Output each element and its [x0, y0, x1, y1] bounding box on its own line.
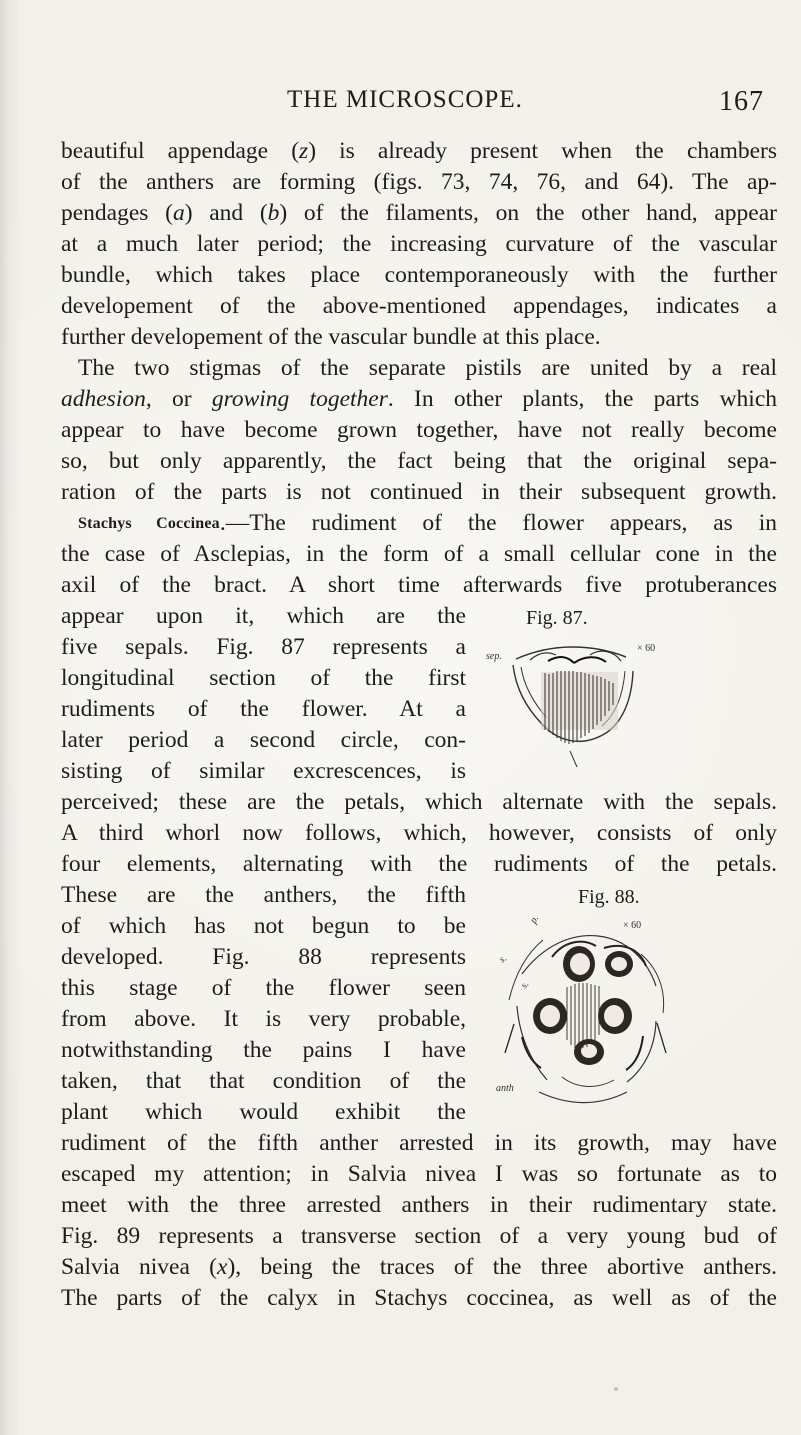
text-line-19: rudiments of the flower. At a [61, 696, 466, 722]
text-line-30: notwithstanding the pains I have [61, 1037, 466, 1063]
text-line-2: of the anthers are forming (figs. 73, 74, 76, and 64). The ap- [61, 169, 777, 195]
text-line-38: The parts of the calyx in Stachys coccinea, as well as of the [61, 1285, 777, 1311]
figure-88-label-anther: anth [496, 1083, 514, 1094]
text-line-36: Fig. 89 represents a transverse section of a very young bud of [61, 1223, 777, 1249]
figure-87-label-sepal: sep. [486, 651, 502, 662]
text-line-5: bundle, which takes place contemporaneously with the further [61, 262, 777, 288]
text-line-28: this stage of the flower seen [61, 975, 466, 1001]
figure-88-diagram [495, 902, 679, 1122]
text-line-7: further developement of the vascular bundle at this place. [61, 324, 601, 350]
text-line-18: longitudinal section of the first [61, 665, 466, 691]
figure-88-label-sepal-upper: s. [497, 952, 509, 966]
text-line-17: five sepals. Fig. 87 represents a [61, 634, 466, 660]
text-line-29: from above. It is very probable, [61, 1006, 466, 1032]
text-line-37: Salvia nivea (x), being the traces of the three abortive anthers. [61, 1254, 777, 1280]
text-line-3: pendages (a) and (b) of the filaments, on the other hand, appear [61, 200, 777, 226]
text-line-6: developement of the above-mentioned appendages, indicates a [61, 293, 777, 319]
text-line-15: axil of the bract. A short time afterwards five protuberances [61, 572, 777, 598]
text-line-23: A third whorl now follows, which, however, consists of only [61, 820, 777, 846]
figure-88-magnification: × 60 [623, 920, 642, 931]
text-line-1: beautiful appendage (z) is already present when the chambers [61, 138, 777, 164]
text-line-34: escaped my attention; in Salvia nivea I was so fortunate as to [61, 1161, 777, 1187]
text-line-27: developed. Fig. 88 represents [61, 944, 466, 970]
text-line-4: at a much later period; the increasing curvature of the vascular [61, 231, 777, 257]
page-header [0, 86, 801, 120]
page-number: 167 [719, 86, 764, 117]
text-line-32: plant which would exhibit the [61, 1099, 466, 1125]
figure-87-title: Fig. 87. [526, 607, 588, 629]
text-line-24: four elements, alternating with the rudiments of the petals. [61, 851, 777, 877]
text-line-31: taken, that that condition of the [61, 1068, 466, 1094]
text-line-26: of which has not begun to be [61, 913, 466, 939]
text-line-20: later period a second circle, con- [61, 727, 466, 753]
text-line-22: perceived; these are the petals, which alternate with the sepals. [61, 789, 777, 815]
figure-88-title: Fig. 88. [578, 886, 640, 908]
text-line-9: adhesion, or growing together. In other plants, the parts which [61, 386, 777, 412]
text-line-12: ration of the parts is not continued in their subsequent growth. [61, 479, 777, 505]
paper-fleck [614, 1387, 618, 1391]
text-line-16: appear upon it, which are the [61, 603, 466, 629]
text-line-33: rudiment of the fifth anther arrested in its growth, may have [61, 1130, 777, 1156]
text-line-21: sisting of similar excrescences, is [61, 758, 466, 784]
text-line-13: Stachys Coccinea.—The rudiment of the flower appears, as in [78, 510, 777, 536]
figure-87-magnification: × 60 [637, 643, 656, 654]
text-line-25: These are the anthers, the fifth [61, 882, 466, 908]
text-line-10: appear to have become grown together, have not really become [61, 417, 777, 443]
running-title: THE MICROSCOPE. [287, 86, 523, 113]
text-line-11: so, but only apparently, the fact being that the original sepa- [61, 448, 777, 474]
figure-88-label-sepal-lower: s. [518, 978, 532, 991]
figure-88-label-petal: p. [528, 913, 542, 926]
text-line-14: the case of Asclepias, in the form of a small cellular cone in the [61, 541, 777, 567]
figure-87-diagram [486, 637, 676, 777]
text-line-8: The two stigmas of the separate pistils are united by a real [78, 355, 777, 381]
text-line-35: meet with the three arrested anthers in their rudimentary state. [61, 1192, 777, 1218]
